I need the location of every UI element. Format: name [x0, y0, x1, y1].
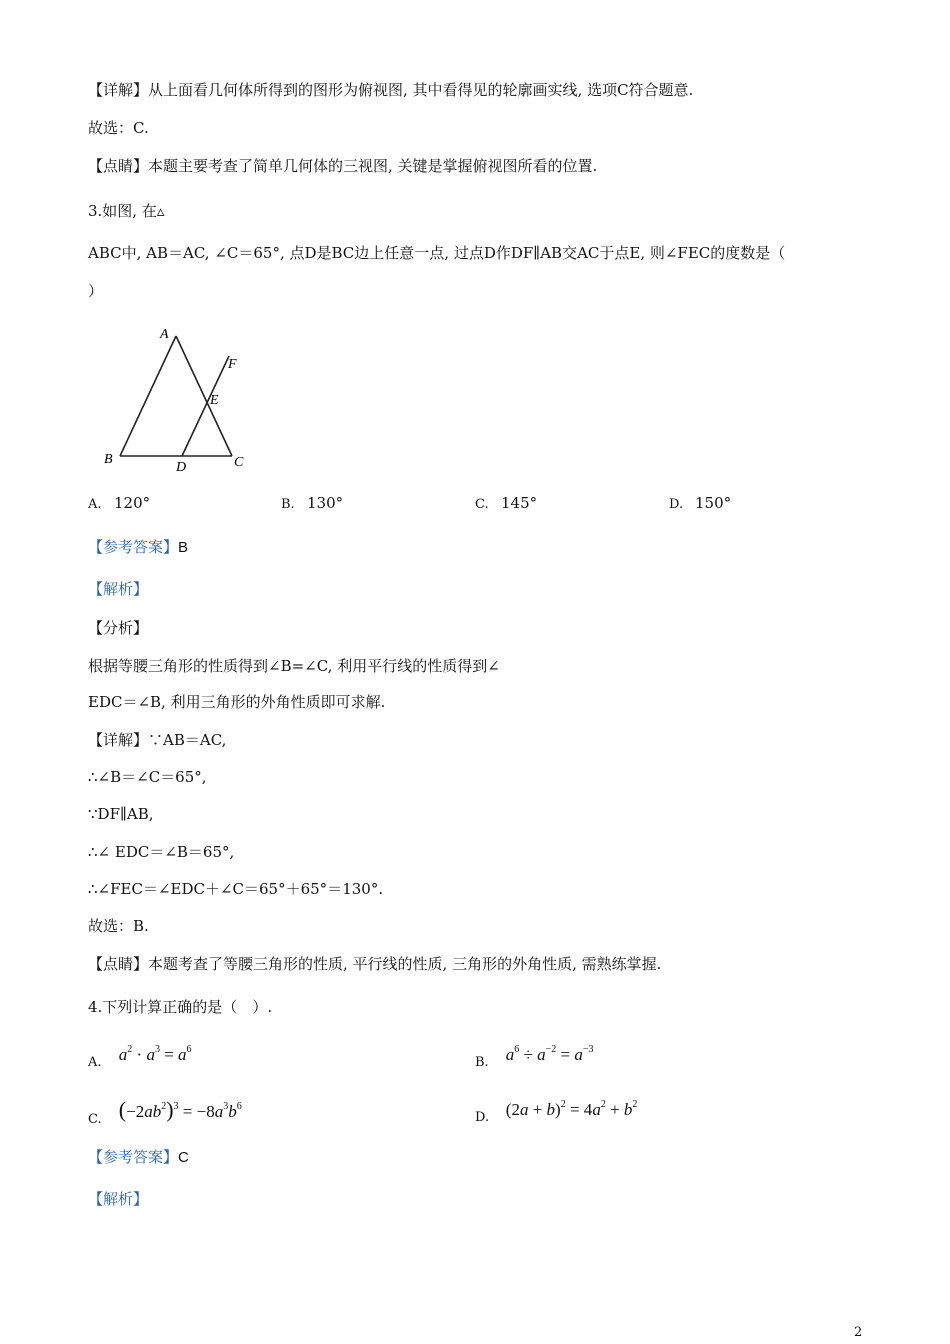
q3-fenxi-label: 【分析】	[88, 619, 149, 637]
triangle-figure	[100, 326, 260, 476]
formula-a: $a^2 \cdot a^3 = a^6$	[118, 1044, 192, 1064]
option-letter: A.	[88, 497, 102, 512]
option-text: 145°	[501, 494, 538, 512]
option-letter: A.	[88, 1055, 102, 1070]
answer-value: B	[178, 539, 189, 556]
formula-b: $a^6 \div a^{-2} = a^{-3}$	[505, 1044, 594, 1064]
q2-comment: 【点睛】本题主要考查了简单几何体的三视图, 关键是掌握俯视图所看的位置.	[88, 157, 598, 175]
q3-stem-line2: ABC中, AB＝AC, ∠C＝65°, 点D是BC边上任意一点, 过点D作DF∥AB交AC于点E, 则∠FEC的度数是（	[88, 244, 786, 262]
q2-detail: 【详解】从上面看几何体所得到的图形为俯视图, 其中看得见的轮廓画实线, 选项C符合题意.	[88, 81, 694, 99]
q3-fenxi-line1: 根据等腰三角形的性质得到∠B=∠C, 利用平行线的性质得到∠	[88, 657, 500, 675]
q3-option-c[interactable]	[475, 493, 537, 515]
segment-ab	[120, 336, 176, 456]
q4-option-c[interactable]	[88, 1097, 242, 1130]
q3-step1: 【详解】∵AB＝AC,	[88, 731, 227, 749]
option-letter: C.	[88, 1112, 102, 1127]
segment-ac	[176, 336, 232, 456]
q3-analysis-label: 【解析】	[88, 580, 149, 598]
page-number: 2	[854, 1325, 863, 1340]
q3-stem-line1: 3.如图, 在▵	[88, 202, 165, 220]
option-text: 130°	[307, 494, 344, 512]
label-b: B	[104, 452, 113, 467]
q3-option-a[interactable]	[88, 493, 150, 515]
q3-answer	[88, 537, 188, 558]
q3-choice: 故选：B.	[88, 917, 149, 935]
q4-option-b[interactable]	[475, 1045, 594, 1073]
q3-step2: ∴∠B＝∠C＝65°,	[88, 768, 207, 786]
option-letter: D.	[475, 1110, 490, 1125]
q4-analysis-label: 【解析】	[88, 1190, 149, 1208]
option-letter: B.	[281, 497, 295, 512]
formula-d: $(2a + b)^2 = 4a^2 + b^2$	[505, 1099, 638, 1119]
q3-fenxi-line2: EDC＝∠B, 利用三角形的外角性质即可求解.	[88, 693, 386, 711]
answer-label: 【参考答案】	[88, 1148, 179, 1166]
segment-df	[182, 356, 229, 456]
option-text: 150°	[695, 494, 732, 512]
option-letter: B.	[475, 1055, 489, 1070]
answer-label: 【参考答案】	[88, 538, 179, 556]
q4-stem: 4.下列计算正确的是（ ）.	[88, 998, 273, 1016]
label-f: F	[228, 357, 237, 372]
formula-c: $(-2ab^2)^3 = -8a^3b^6$	[118, 1097, 242, 1122]
q3-stem-line3: ）	[88, 282, 104, 300]
q3-option-b[interactable]	[281, 493, 343, 515]
q4-option-d[interactable]	[475, 1100, 637, 1128]
option-text: 120°	[114, 494, 151, 512]
q2-choice: 故选：C.	[88, 119, 149, 137]
q4-answer	[88, 1147, 189, 1168]
label-c: C	[234, 455, 244, 470]
q3-comment: 【点睛】本题考查了等腰三角形的性质, 平行线的性质, 三角形的外角性质, 需熟练掌握.	[88, 955, 662, 973]
option-letter: C.	[475, 497, 489, 512]
label-a: A	[160, 327, 169, 342]
q3-option-d[interactable]	[669, 493, 731, 515]
q3-step3: ∵DF∥AB,	[88, 805, 154, 823]
label-d: D	[176, 460, 187, 475]
q3-step4: ∴∠ EDC＝∠B＝65°,	[88, 843, 235, 861]
label-e: E	[210, 393, 219, 408]
q4-option-a[interactable]	[88, 1045, 192, 1073]
answer-value: C	[178, 1149, 189, 1166]
q3-step5: ∴∠FEC＝∠EDC＋∠C＝65°＋65°＝130°.	[88, 880, 384, 898]
option-letter: D.	[669, 497, 684, 512]
